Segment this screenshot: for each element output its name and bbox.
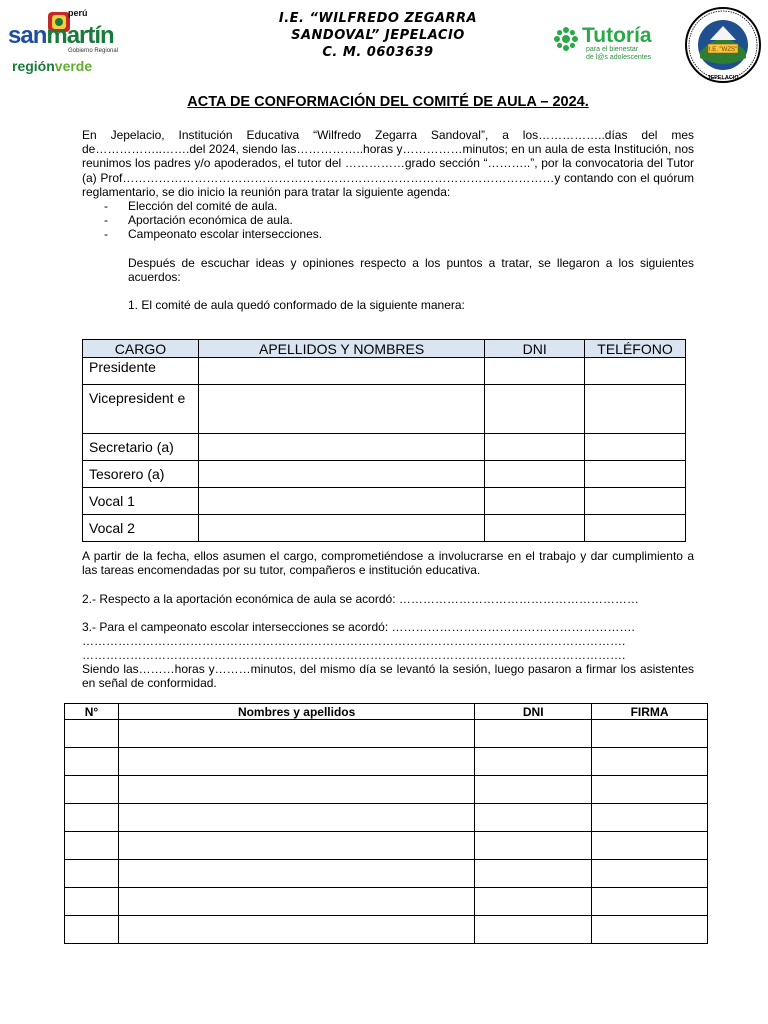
point-2: 2.- Respecto a la aportación económica de aula se acordó: …………………………………………………… [82, 592, 639, 606]
fullname-cell[interactable] [118, 804, 474, 832]
agenda-item: - Elección del comité de aula. [104, 199, 664, 213]
table-row [65, 860, 708, 888]
signature-cell[interactable] [592, 804, 708, 832]
seal-bottom-text: JEPELACIO [707, 75, 739, 81]
logo-region: regiónverde [12, 58, 93, 74]
phone-cell[interactable] [585, 488, 686, 515]
committee-header-row [83, 340, 686, 358]
col-header-signature: FIRMA [592, 704, 708, 720]
cargo-cell: Tesorero (a) [83, 461, 199, 488]
intro-paragraph: En Jepelacio, Institución Educativa “Wilfredo Zegarra Sandoval”, a los……………..días del mes de……………..…….del 2024, siendo las……………..horas y……………minutos; en un aula de esta Institución, nos reunimos los padres y/o apoderados, el tutor del ……………grado sección “………..”, por la convocatoria del Tutor (a) Prof………………………………………………………………………………………………y contando con el quórum reglamentario, se dio inicio la reunión para tratar la siguiente agenda: [82, 128, 694, 199]
cargo-cell: Presidente [83, 358, 199, 385]
seal-inner-text: I.E. "WZS" [708, 47, 738, 53]
logo-country: perú [68, 8, 88, 18]
dotted-line-2: ………………………………………………………………………………………………………………………. [82, 648, 626, 662]
table-row [83, 434, 686, 461]
table-row [65, 888, 708, 916]
col-header-names: APELLIDOS Y NOMBRES [198, 340, 484, 358]
number-cell[interactable] [65, 888, 119, 916]
cargo-cell: Vicepresident e [83, 385, 199, 434]
point-3: 3.- Para el campeonato escolar intersecciones se acordó: ……………………………………………………. [82, 620, 635, 634]
closing-paragraph: Siendo las………horas y………minutos, del mismo día se levantó la sesión, luego pasaron a firmar los asistentes en señal de conformidad. [82, 662, 694, 691]
dotted-line-1: ………………………………………………………………………………………………………………………. [82, 634, 626, 648]
agenda-item: - Aportación económica de aula. [104, 213, 664, 227]
name-cell[interactable] [198, 515, 484, 542]
signature-cell[interactable] [592, 720, 708, 748]
col-header-cargo: CARGO [83, 340, 199, 358]
fullname-cell[interactable] [118, 916, 474, 944]
san-martin-logo [8, 8, 144, 80]
table-row [83, 358, 686, 385]
table-row [65, 832, 708, 860]
tutoria-logo [552, 24, 670, 64]
col-header-dni: DNI [485, 340, 585, 358]
signature-cell[interactable] [592, 748, 708, 776]
school-header [230, 10, 526, 61]
fullname-cell[interactable] [118, 860, 474, 888]
signature-cell[interactable] [592, 916, 708, 944]
phone-cell[interactable] [585, 515, 686, 542]
number-cell[interactable] [65, 916, 119, 944]
col-header-dni: DNI [475, 704, 592, 720]
number-cell[interactable] [65, 860, 119, 888]
dni-cell[interactable] [485, 515, 585, 542]
fullname-cell[interactable] [118, 748, 474, 776]
fullname-cell[interactable] [118, 888, 474, 916]
cargo-cell: Vocal 1 [83, 488, 199, 515]
phone-cell[interactable] [585, 461, 686, 488]
signature-cell[interactable] [592, 776, 708, 804]
committee-table [82, 339, 686, 542]
dni-cell[interactable] [485, 358, 585, 385]
dni-cell[interactable] [485, 461, 585, 488]
dni-cell[interactable] [475, 804, 592, 832]
table-row [65, 804, 708, 832]
table-row [83, 461, 686, 488]
name-cell[interactable] [198, 385, 484, 434]
dni-cell[interactable] [475, 776, 592, 804]
cargo-cell: Vocal 2 [83, 515, 199, 542]
phone-cell[interactable] [585, 385, 686, 434]
header-line-2: SANDOVAL” JEPELACIO [291, 28, 465, 43]
table-row [83, 385, 686, 434]
number-cell[interactable] [65, 776, 119, 804]
tutoria-word: Tutoría [582, 24, 652, 47]
signature-cell[interactable] [592, 860, 708, 888]
table-row [83, 488, 686, 515]
table-row [65, 748, 708, 776]
col-header-phone: TELÉFONO [585, 340, 686, 358]
dni-cell[interactable] [485, 385, 585, 434]
dni-cell[interactable] [475, 832, 592, 860]
name-cell[interactable] [198, 488, 484, 515]
phone-cell[interactable] [585, 434, 686, 461]
agenda-item: - Campeonato escolar intersecciones. [104, 227, 664, 241]
table-row [65, 720, 708, 748]
number-cell[interactable] [65, 748, 119, 776]
table-row [83, 515, 686, 542]
cargo-cell: Secretario (a) [83, 434, 199, 461]
signature-table [64, 703, 708, 944]
fullname-cell[interactable] [118, 832, 474, 860]
col-header-number: N° [65, 704, 119, 720]
fullname-cell[interactable] [118, 720, 474, 748]
dni-cell[interactable] [485, 434, 585, 461]
table-row [65, 776, 708, 804]
signature-cell[interactable] [592, 888, 708, 916]
name-cell[interactable] [198, 461, 484, 488]
fullname-cell[interactable] [118, 776, 474, 804]
dni-cell[interactable] [475, 720, 592, 748]
dni-cell[interactable] [475, 888, 592, 916]
number-cell[interactable] [65, 804, 119, 832]
phone-cell[interactable] [585, 358, 686, 385]
header-line-1: I.E. “WILFREDO ZEGARRA [278, 11, 478, 26]
dni-cell[interactable] [485, 488, 585, 515]
header-line-3: C. M. 0603639 [322, 45, 434, 60]
agenda-list [104, 199, 664, 242]
point-1: 1. El comité de aula quedó conformado de la siguiente manera: [128, 298, 465, 312]
col-header-fullname: Nombres y apellidos [118, 704, 474, 720]
school-seal-icon [684, 6, 762, 84]
table-row [65, 916, 708, 944]
name-cell[interactable] [198, 358, 484, 385]
logo-name: sanmartín [8, 22, 114, 49]
flower-icon [552, 25, 580, 53]
number-cell[interactable] [65, 720, 119, 748]
number-cell[interactable] [65, 832, 119, 860]
document-title: ACTA DE CONFORMACIÓN DEL COMITÉ DE AULA – 2024. [187, 94, 589, 110]
dni-cell[interactable] [475, 916, 592, 944]
after-agenda-text: Después de escuchar ideas y opiniones respecto a los puntos a tratar, se llegaron a los siguientes acuerdos: [128, 256, 694, 285]
signature-header-row [65, 704, 708, 720]
dni-cell[interactable] [475, 860, 592, 888]
tutoria-subtitle: para el bienestar de l@s adolescentes [586, 46, 652, 61]
logo-subtitle: Gobierno Regional [68, 48, 119, 54]
dni-cell[interactable] [475, 748, 592, 776]
name-cell[interactable] [198, 434, 484, 461]
assume-paragraph: A partir de la fecha, ellos asumen el cargo, comprometiéndose a involucrarse en el trabajo y dar cumplimiento a las tareas encomendadas por su tutor, compañeros e institución educativa. [82, 549, 694, 578]
signature-cell[interactable] [592, 832, 708, 860]
